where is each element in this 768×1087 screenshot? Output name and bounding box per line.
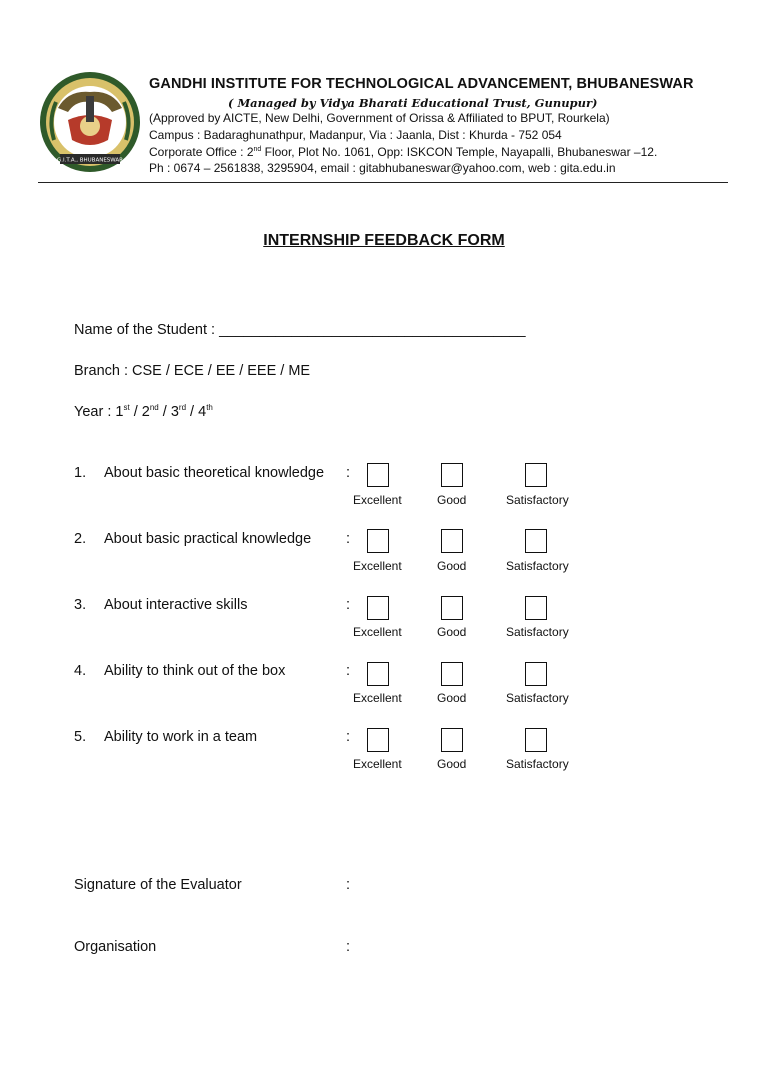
signature-label: Signature of the Evaluator	[74, 877, 242, 893]
question-text: About interactive skills	[104, 597, 248, 613]
satisfactory-checkbox[interactable]	[525, 596, 547, 620]
satisfactory-label: Satisfactory	[506, 757, 569, 771]
good-label: Good	[437, 757, 467, 771]
good-checkbox[interactable]	[441, 662, 463, 686]
satisfactory-label: Satisfactory	[506, 559, 569, 573]
institute-title: GANDHI INSTITUTE FOR TECHNOLOGICAL ADVANCEMENT, BHUBANESWAR	[149, 76, 694, 92]
question-text: About basic theoretical knowledge	[104, 465, 325, 481]
campus-line: Campus : Badaraghunathpur, Madanpur, Via : Jaanla, Dist : Khurda - 752 054	[149, 128, 562, 142]
header-divider	[38, 182, 728, 183]
good-checkbox[interactable]	[441, 596, 463, 620]
satisfactory-checkbox[interactable]	[525, 463, 547, 487]
excellent-label: Excellent	[353, 493, 402, 507]
good-checkbox[interactable]	[441, 529, 463, 553]
contact-line: Ph : 0674 – 2561838, 3295904, email : gitabhubaneswar@yahoo.com, web : gita.edu.in	[149, 161, 616, 175]
student-name-field[interactable]: Name of the Student : ______________________________________	[74, 322, 526, 338]
organisation-label: Organisation	[74, 939, 157, 955]
branch-field[interactable]: Branch : CSE / ECE / EE / EEE / ME	[74, 363, 311, 379]
question-number: 3.	[74, 597, 87, 613]
question-number: 4.	[74, 663, 87, 679]
good-label: Good	[437, 691, 467, 705]
signature-field[interactable]: :	[346, 877, 351, 893]
excellent-checkbox[interactable]	[367, 596, 389, 620]
excellent-checkbox[interactable]	[367, 662, 389, 686]
question-number: 2.	[74, 531, 87, 547]
good-label: Good	[437, 625, 467, 639]
excellent-label: Excellent	[353, 625, 402, 639]
year-field[interactable]: Year : 1st / 2nd / 3rd / 4th	[74, 403, 213, 420]
colon: :	[346, 663, 351, 679]
question-number: 5.	[74, 729, 87, 745]
colon: :	[346, 729, 351, 745]
managed-by: ( Managed by Vidya Bharati Educational Trust, Gunupur)	[228, 96, 598, 110]
excellent-checkbox[interactable]	[367, 529, 389, 553]
good-checkbox[interactable]	[441, 463, 463, 487]
excellent-label: Excellent	[353, 757, 402, 771]
good-label: Good	[437, 559, 467, 573]
colon: :	[346, 465, 351, 481]
excellent-label: Excellent	[353, 691, 402, 705]
question-text: About basic practical knowledge	[104, 531, 312, 547]
good-label: Good	[437, 493, 467, 507]
institute-logo	[38, 70, 142, 174]
satisfactory-label: Satisfactory	[506, 691, 569, 705]
excellent-checkbox[interactable]	[367, 728, 389, 752]
satisfactory-checkbox[interactable]	[525, 662, 547, 686]
satisfactory-checkbox[interactable]	[525, 529, 547, 553]
question-text: Ability to think out of the box	[104, 663, 286, 679]
corporate-office-line: Corporate Office : 2nd Floor, Plot No. 1061, Opp: ISKCON Temple, Nayapalli, Bhubaneswar –12.	[149, 145, 658, 159]
excellent-checkbox[interactable]	[367, 463, 389, 487]
question-text: Ability to work in a team	[104, 729, 258, 745]
organisation-field[interactable]: :	[346, 939, 351, 955]
satisfactory-label: Satisfactory	[506, 625, 569, 639]
colon: :	[346, 531, 351, 547]
excellent-label: Excellent	[353, 559, 402, 573]
good-checkbox[interactable]	[441, 728, 463, 752]
question-number: 1.	[74, 465, 87, 481]
logo-caption: G.I.T.A., BHUBANESWAR	[56, 157, 124, 164]
approval-line: (Approved by AICTE, New Delhi, Government of Orissa & Affiliated to BPUT, Rourkela)	[149, 111, 610, 125]
satisfactory-label: Satisfactory	[506, 493, 569, 507]
colon: :	[346, 597, 351, 613]
form-title: INTERNSHIP FEEDBACK FORM	[263, 232, 505, 249]
satisfactory-checkbox[interactable]	[525, 728, 547, 752]
